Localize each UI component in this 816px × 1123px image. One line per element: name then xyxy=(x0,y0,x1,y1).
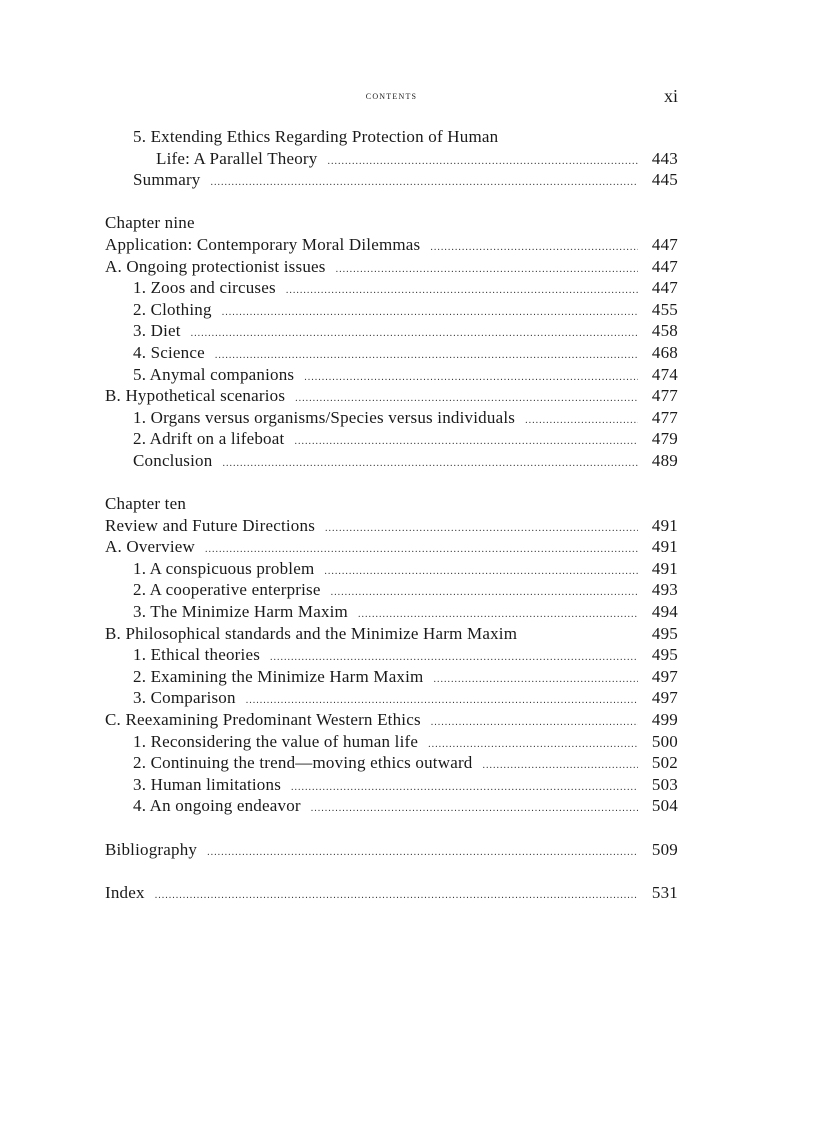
toc-entry-title: Application: Contemporary Moral Dilemmas xyxy=(105,234,421,254)
toc-entry[interactable] xyxy=(105,579,678,601)
toc-entry[interactable] xyxy=(105,407,678,429)
toc-entry[interactable] xyxy=(105,752,678,774)
toc-entry-page: 447 xyxy=(651,278,678,298)
toc-entry[interactable] xyxy=(105,795,678,817)
toc-entry[interactable] xyxy=(105,169,678,191)
dot-leader xyxy=(155,885,638,907)
toc-entry[interactable] xyxy=(105,256,678,278)
section-gap xyxy=(105,817,678,839)
toc-entry[interactable] xyxy=(105,515,678,537)
dot-leader xyxy=(525,410,638,432)
dot-leader xyxy=(431,712,638,734)
toc-entry[interactable] xyxy=(105,428,678,450)
toc-entry-title: C. Reexamining Predominant Western Ethics xyxy=(105,710,421,730)
toc-entry-title: 1. Organs versus organisms/Species versus individuals xyxy=(133,407,516,427)
toc-entry-title: Bibliography xyxy=(105,839,198,859)
toc-entry[interactable] xyxy=(105,666,678,688)
dot-leader xyxy=(291,777,638,799)
dot-leader xyxy=(331,582,638,604)
toc-entry-title: Review and Future Directions xyxy=(105,515,316,535)
toc-entry-page: 531 xyxy=(651,882,678,902)
toc-entry-page: 477 xyxy=(651,386,678,406)
dot-leader xyxy=(222,302,638,324)
toc-entry[interactable] xyxy=(105,385,678,407)
toc-entry-title: 2. Clothing xyxy=(133,299,212,319)
toc-entry-page: 458 xyxy=(651,321,678,341)
toc-entry-page: 495 xyxy=(651,645,678,665)
toc-entry-title: Index xyxy=(105,882,145,902)
toc-entry[interactable] xyxy=(105,320,678,342)
toc-entry-title: Conclusion xyxy=(133,450,213,470)
toc-entry[interactable] xyxy=(105,731,678,753)
toc-entry-title: 4. An ongoing endeavor xyxy=(133,796,301,816)
dot-leader xyxy=(286,280,638,302)
toc-entry-page: 468 xyxy=(651,342,678,362)
dot-leader xyxy=(324,561,638,583)
dot-leader xyxy=(222,453,638,475)
section-gap xyxy=(105,860,678,882)
toc-entry-title: Chapter ten xyxy=(105,494,187,514)
toc-entry-title: B. Philosophical standards and the Minimize Harm Maxim xyxy=(105,623,518,643)
page-number: xi xyxy=(663,86,678,106)
chapter-heading xyxy=(105,212,678,234)
toc-entry-page: 455 xyxy=(651,299,678,319)
toc-entry-title: 2. Continuing the trend—moving ethics outward xyxy=(133,753,473,773)
toc-entry-page: 504 xyxy=(651,796,678,816)
toc-entry-title: A. Ongoing protectionist issues xyxy=(105,256,326,276)
toc-entry-title: Summary xyxy=(133,170,201,190)
dot-leader xyxy=(304,367,638,389)
dot-leader xyxy=(433,669,638,691)
toc-entry[interactable] xyxy=(105,687,678,709)
toc-entry-title: 1. A conspicuous problem xyxy=(133,558,315,578)
toc-entry[interactable] xyxy=(105,342,678,364)
chapter-heading xyxy=(105,493,678,515)
toc-entry[interactable] xyxy=(105,277,678,299)
toc-entry-page: 474 xyxy=(651,364,678,384)
toc-entry[interactable] xyxy=(105,148,678,170)
page-header xyxy=(105,86,678,110)
toc-entry-title: Chapter nine xyxy=(105,213,195,233)
toc-entry[interactable] xyxy=(105,558,678,580)
toc-entry-page: 445 xyxy=(651,170,678,190)
toc-entry-title: 3. Comparison xyxy=(133,688,236,708)
toc-entry-title: 1. Ethical theories xyxy=(133,645,261,665)
toc-entry[interactable] xyxy=(105,882,678,904)
toc-entry-page: 500 xyxy=(651,731,678,751)
toc-entry-title: 3. Human limitations xyxy=(133,774,282,794)
running-head: contents xyxy=(365,90,418,102)
toc-entry[interactable] xyxy=(105,774,678,796)
toc-entry[interactable] xyxy=(105,450,678,472)
toc-entry-page: 489 xyxy=(651,450,678,470)
toc-entry-title: 1. Reconsidering the value of human life xyxy=(133,731,419,751)
dot-leader xyxy=(211,172,638,194)
toc-entry-page: 497 xyxy=(651,666,678,686)
toc-entry[interactable] xyxy=(105,536,678,558)
dot-leader xyxy=(328,151,639,173)
toc-entry-title: 5. Extending Ethics Regarding Protection of Human xyxy=(133,127,499,146)
toc-entry-title: 2. A cooperative enterprise xyxy=(133,580,321,600)
toc-entry-page: 477 xyxy=(651,407,678,427)
toc-entry-page: 491 xyxy=(651,558,678,578)
dot-leader xyxy=(483,755,638,777)
toc-entry-page: 447 xyxy=(651,234,678,254)
dot-leader xyxy=(336,259,638,281)
toc-entry-page: 494 xyxy=(651,602,678,622)
toc-entry-title: Life: A Parallel Theory xyxy=(156,148,318,168)
toc-entry-title: 3. Diet xyxy=(133,321,181,341)
toc-entry-title: 4. Science xyxy=(133,342,205,362)
toc-entry[interactable] xyxy=(105,709,678,731)
toc-entry-page: 491 xyxy=(651,515,678,535)
toc-entry-page: 479 xyxy=(651,429,678,449)
toc-entry-page: 499 xyxy=(651,710,678,730)
toc-entry-page: 509 xyxy=(651,839,678,859)
dot-leader xyxy=(325,518,638,540)
toc-entry-title: 2. Examining the Minimize Harm Maxim xyxy=(133,666,424,686)
toc-entry[interactable] xyxy=(105,623,678,645)
toc-entry-title: A. Overview xyxy=(105,537,196,557)
toc-entry-title: 1. Zoos and circuses xyxy=(133,278,276,298)
toc-entry-title: 3. The Minimize Harm Maxim xyxy=(133,602,348,622)
toc-entry-page: 502 xyxy=(651,753,678,773)
toc-entry-page: 493 xyxy=(651,580,678,600)
dot-leader xyxy=(191,323,638,345)
toc-entry[interactable] xyxy=(105,644,678,666)
toc-entry-page: 503 xyxy=(651,774,678,794)
dot-leader xyxy=(207,842,638,864)
toc-entry-title: 5. Anymal companions xyxy=(133,364,295,384)
toc-entry-title: B. Hypothetical scenarios xyxy=(105,386,286,406)
toc-entry-page: 495 xyxy=(651,623,678,643)
toc-entry[interactable] xyxy=(105,234,678,256)
toc-entry[interactable] xyxy=(105,364,678,386)
toc-entry-page: 443 xyxy=(651,148,678,168)
toc-entry[interactable] xyxy=(105,839,678,861)
toc-entry-title: 2. Adrift on a lifeboat xyxy=(133,429,285,449)
dot-leader xyxy=(294,431,638,453)
table-of-contents xyxy=(105,126,678,903)
section-gap xyxy=(105,472,678,494)
toc-entry-page: 497 xyxy=(651,688,678,708)
toc-entry-page: 491 xyxy=(651,537,678,557)
toc-entry[interactable] xyxy=(105,126,678,148)
dot-leader xyxy=(430,237,638,259)
dot-leader xyxy=(311,798,638,820)
toc-entry[interactable] xyxy=(105,601,678,623)
toc-entry[interactable] xyxy=(105,299,678,321)
toc-entry-page: 447 xyxy=(651,256,678,276)
section-gap xyxy=(105,191,678,213)
